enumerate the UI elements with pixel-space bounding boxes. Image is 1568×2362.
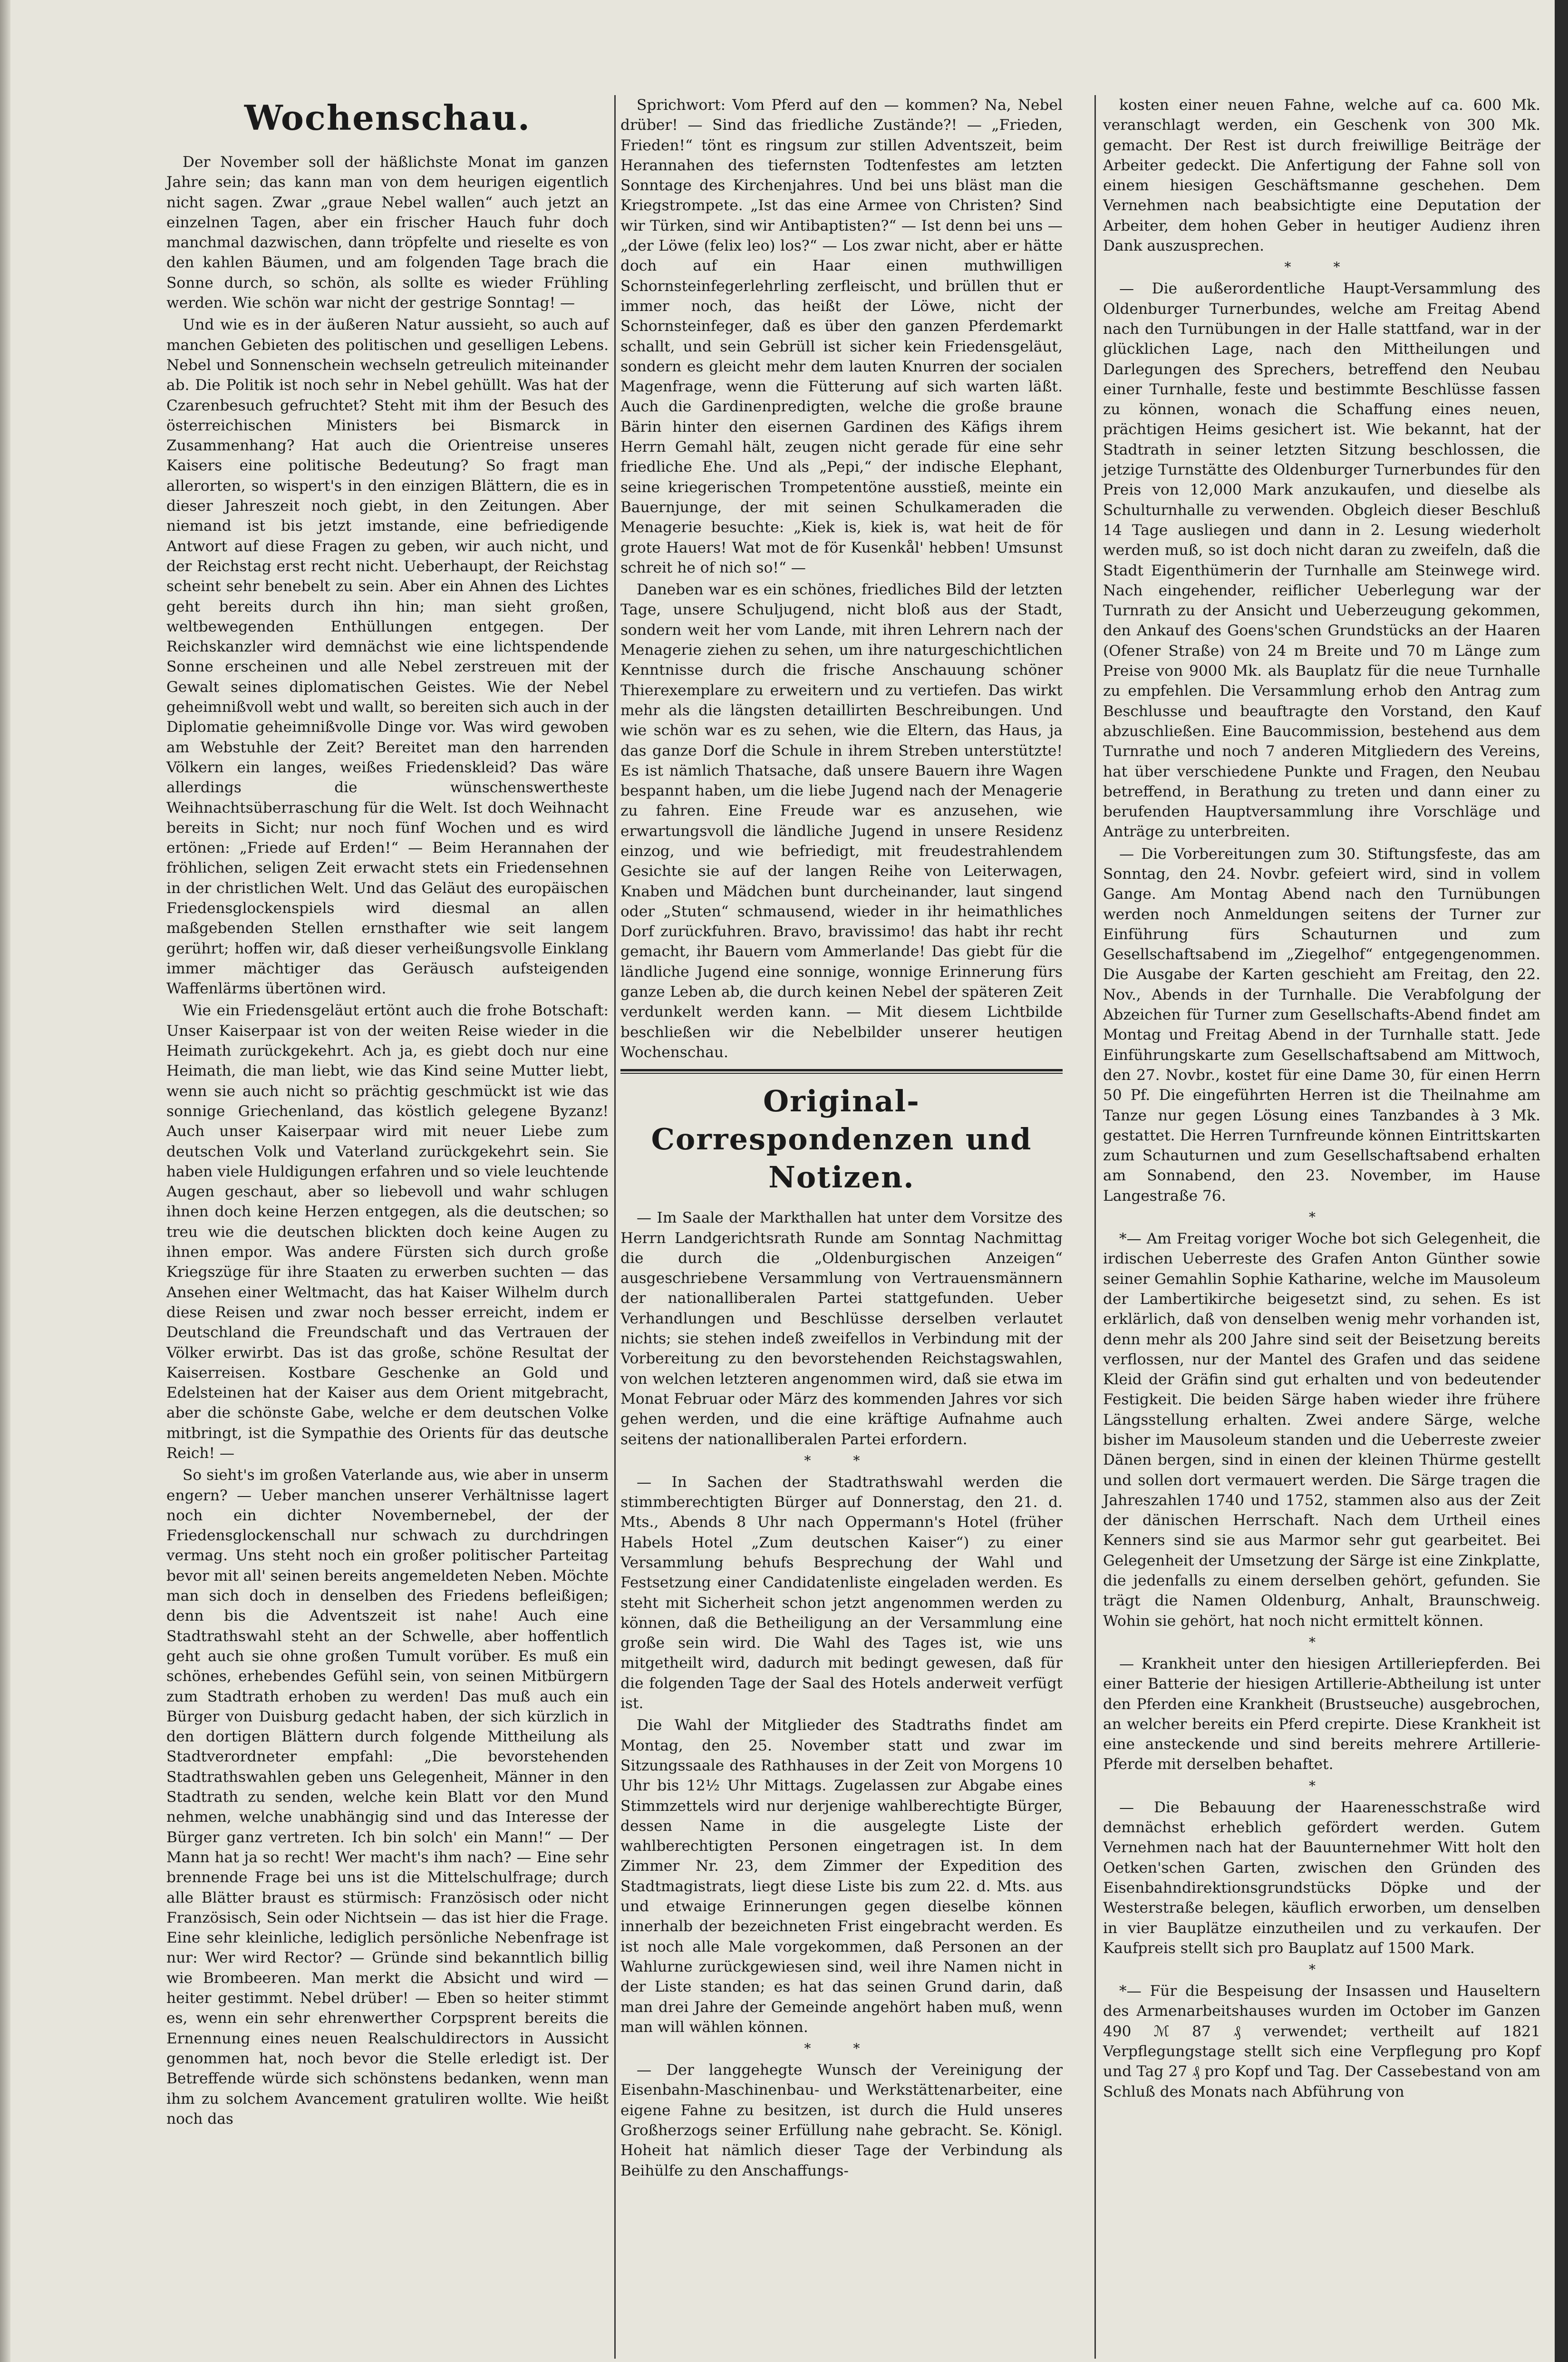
separator-stars: * bbox=[1309, 1634, 1335, 1650]
article-paragraph: Daneben war es ein schönes, friedliches Bild der letzten Tage, unsere Schuljugend, nicht bloß aus der Stadt, sondern weit her vom Lande, mit ihren Lehrern nach der Menagerie ziehen zu sehen, um ihre naturgeschichtlichen Kenntnisse durch die frische Anschauung schöner Thierexemplare zu erweitern und zu vertiefen. Das wirkt mehr als die längsten detaillirten Beschreibungen. Und wie schön war es zu sehen, wie die Eltern, das Haus, ja das ganze Dorf die Schule in ihrem Streben unterstützte! Es ist nämlich Thatsache, daß unsere Bauern ihre Wagen bespannt haben, um die liebe Jugend nach der Menagerie zu fahren. Eine Freude war es anzusehen, wie erwartungsvoll die ländliche Jugend in unsere Residenz einzog, und wie befriedigt, mit freudestrahlendem Gesichte sie auf der langen Reihe von Leiterwagen, Knaben und Mädchen bunt durcheinander, laut singend oder „Stuten“ schmausend, wieder in ihr heimathliches Dorf zurückfuhren. Bravo, bravissimo! das habt ihr recht gemacht, ihr Bauern vom Ammerlande! Das giebt für die ländliche Jugend eine sonnige, wonnige Erinnerung fürs ganze Leben ab, die durch keinen Nebel der späteren Zeit verdunkelt werden kann. — Mit diesem Lichtbilde beschließen wir die Nebelbilder unserer heutigen Wochenschau. bbox=[620, 581, 1063, 1061]
separator-stars: * bbox=[1309, 1209, 1335, 1225]
separator-stars: * * bbox=[804, 1452, 879, 1468]
column-middle bbox=[620, 95, 1063, 2183]
article-paragraph: Wie ein Friedensgeläut ertönt auch die frohe Botschaft: Unser Kaiserpaar ist von der weiten Reise wieder in die Heimath zurückgekehrt. Ach ja, es giebt doch nur eine Heimath, die man liebt, wie das Kind seine Mutter liebt, wenn sie auch nicht so prächtig geschmückt ist wie das sonnige Griechenland, das köstlich gelegene Byzanz! Auch unser Kaiserpaar wird mit neuer Liebe zum deutschen Volk und Vaterland zurückgekehrt sein. Sie haben viele Huldigungen erfahren und so viele leuchtende Augen geschaut, aber so liebevoll und wahr schlugen ihnen doch keine Herzen entgegen, als die deutschen; so treu wie die deutschen blickten doch keine Augen zu ihnen empor. Was andere Fürsten sich durch große Kriegszüge für ihre Staaten zu erwerben suchten — das Ansehen einer Weltmacht, das hat Kaiser Wilhelm durch diese Reisen und zwar noch besser erreicht, indem er Deutschland die Freundschaft und das Vertrauen der Völker erwirbt. Das ist das große, schöne Resultat der Kaiserreisen. Kostbare Geschenke an Gold und Edelsteinen hat der Kaiser aus dem Orient mitgebracht, aber die schönste Gabe, welche er dem deutschen Volke mitbringt, ist die Sympathie des Orients für das deutsche Reich! — bbox=[166, 1002, 609, 1462]
article-paragraph: Sprichwort: Vom Pferd auf den — kommen? Na, Nebel drüber! — Sind das friedliche Zustände?! — „Frieden, Frieden!“ tönt es ringsum zur stillen Adventszeit, beim Herannahen des tiefernsten Todtenfestes am letzten Sonntage des Kirchenjahres. Und bei uns bläst man die Kriegstrompete. „Ist das eine Armee von Christen? Sind wir Türken, sind wir Antibaptisten?“ — Ist denn bei uns — „der Löwe (felix leo) los?“ — Los zwar nicht, aber er hätte doch auf ein Haar einen muthwilligen Schornsteinfegerlehrling zerfleischt, und brüllen thut er immer noch, das heißt der Löwe, nicht der Schornsteinfeger, daß es über den ganzen Pferdemarkt schallt, und sein Gebrüll ist sicher kein Friedensgeläut, sondern es gleicht mehr dem lauten Knurren der socialen Magenfrage, wenn die Fütterung auf sich warten läßt. Auch die Gardinenpredigten, welche die große braune Bärin hinter den eisernen Gardinen des Käfigs ihrem Herrn Gemahl hält, zeugen nicht gerade für eine sehr friedliche Ehe. Und als „Pepi,“ der indische Elephant, seine kriegerischen Trompetentöne ausstieß, meinte ein Bauernjunge, der mit seinen Schulkameraden die Menagerie besuchte: „Kiek is, kiek is, wat heit de för grote Hauers! Wat mot de för Kusenkål' hebben! Umsunst schreit he of nich so!“ — bbox=[620, 97, 1063, 576]
scan-border bbox=[1555, 0, 1568, 2362]
article-paragraph: So sieht's im großen Vaterlande aus, wie aber in unserm engern? — Ueber manchen unserer Verhältnisse lagert noch ein dichter Novembernebel, der der Friedensglockenschall nur schwach zu durchdringen vermag. Uns steht noch ein großer politischer Parteitag bevor mit all' seinen bereits angemeldeten Neben. Möchte man sich doch in denselben des Friedens befleißigen; denn bis die Adventszeit ist nahe! Auch eine Stadtrathswahl steht an der Schwelle, aber hoffentlich geht auch sie ohne großen Tumult vorüber. Es muß ein schönes, erhebendes Gefühl sein, von seinen Mitbürgern zum Stadtrath erhoben zu werden! Das muß auch ein Bürger von Duisburg gedacht haben, der sich kürzlich in den dortigen Blättern durch folgende Mittheilung als Stadtverordneter empfahl: „Die bevorstehenden Stadtrathswahlen geben uns Gelegenheit, Männer in den Stadtrath zu senden, welche kein Blatt vor den Mund nehmen, welche unabhängig sind und das Interesse der Bürger ganz vertreten. Ich bin solch' ein Mann!“ — Der Mann hat ja so recht! Wer macht's ihm nach? — Eine sehr brennende Frage bei uns ist die Mittelschulfrage; durch alle Blätter braust es stürmisch: Französisch oder nicht Französisch, Sein oder Nichtsein — das ist hier die Frage. Eine sehr kleinliche, lediglich persönliche Nebenfrage ist nur: Wer wird Rector? — Gründe sind bekanntlich billig wie Brombeeren. Man merkt die Absicht und wird — heiter gestimmt. Nebel drüber! — Eben so heiter stimmt es, wenn ein sehr ehrenwerther Corpsprent bereits die Ernennung eines neuen Realschuldirectors in Aussicht genommen hat, noch bevor die Stelle erledigt ist. Der Betreffende würde sich schönstens bedanken, wenn man ihm zu solchem Avancement gratuliren wollte. Wie heißt noch das bbox=[166, 1467, 609, 2128]
correspondence-title: Original-Correspondenzen und Notizen. bbox=[651, 1084, 1032, 1195]
news-item: — Im Saale der Markthallen hat unter dem Vorsitze des Herrn Landgerichtsrath Runde am Sonntag Nachmittag die durch die „Oldenburgischen Anzeigen“ ausgeschriebene Versammlung von Vertrauensmännern der nationalliberalen Partei stattgefunden. Ueber Verhandlungen und Beschlüsse derselben verlautet nichts; sie stehen indeß zweifellos in Verbindung mit der Vorbereitung zu den bevorstehenden Reichstagswahlen, von welchen letzteren angenommen wird, daß sie etwa im Monat Februar oder März des kommenden Jahres vor sich gehen werden, und die eine kräftige Aufnahme auch seitens der nationalliberalen Partei erfordern. bbox=[620, 1209, 1063, 1448]
news-item: — In Sachen der Stadtrathswahl werden die stimmberechtigten Bürger auf Donnerstag, den 21. d. Mts., Abends 8 Uhr nach Oppermann's Hotel (früher Habels Hotel „Zum deutschen Kaiser“) zu einer Versammlung behufs Besprechung der Wahl und Festsetzung einer Candidatenliste eingeladen werden. Es steht mit Sicherheit schon jetzt angenommen werden zu können, daß die Betheiligung an der Versammlung eine große sein wird. Die Wahl des Tages ist, wie uns mitgetheilt wird, dadurch mit bedingt gewesen, daß für die folgenden Tage der Saal des Hotels anderweit verfügt ist. bbox=[620, 1473, 1063, 1712]
news-item: kosten einer neuen Fahne, welche auf ca. 600 Mk. veranschlagt werden, ein Geschenk von 300 Mk. gemacht. Der Rest ist durch freiwillige Beiträge der Arbeiter gedeckt. Die Anfertigung der Fahne soll von einem hiesigen Geschäftsmanne geschehen. Dem Vernehmen nach beabsichtigte eine Deputation der Arbeiter, dem hohen Geber in heutiger Audienz ihren Dank auszusprechen. bbox=[1103, 97, 1540, 255]
article-paragraph: Der November soll der häßlichste Monat im ganzen Jahre sein; das kann man von dem heurigen eigentlich nicht sagen. Zwar „graue Nebel wallen“ auch jetzt an einzelnen Tagen, aber ein frischer Hauch fuhr doch manchmal dazwischen, dann tröpfelte und rieselte es von den kahlen Bäumen, und am folgenden Tage brach die Sonne durch, so schön, als sollte es wieder Frühling werden. Wie schön war nicht der gestrige Sonntag! — bbox=[166, 154, 609, 312]
column-divider bbox=[1094, 95, 1096, 2359]
news-item: *— Am Freitag voriger Woche bot sich Gelegenheit, die irdischen Ueberreste des Grafen Anton Günther sowie seiner Gemahlin Sophie Katharine, welche im Mausoleum der Lambertikirche beigesetzt sind, zu sehen. Es ist erklärlich, daß von denselben wenig mehr vorhanden ist, denn mehr als 200 Jahre sind seit der Beisetzung bereits verflossen, nur der Mantel des Grafen und das seidene Kleid der Gräfin sind gut erhalten und von bedeutender Festigkeit. Die beiden Särge haben wieder ihre frühere Längsstellung erhalten. Zwei andere Särge, welche bisher im Mausoleum standen und die Ueberreste zweier Dänen bergen, sind in einen der kleinen Thürme gestellt und sollen dort vermauert werden. Die Särge tragen die Jahreszahlen 1740 und 1752, stammen also aus der Zeit der dänischen Herrschaft. Nach dem Urtheil eines Kenners sind sie aus Marmor sehr gut gearbeitet. Bei Gelegenheit der Umsetzung der Särge ist eine Zinkplatte, die jedenfalls zu einem derselben gehört, gefunden. Sie trägt die Namen Oldenburg, Anhalt, Braunschweig. Wohin sie gehört, hat noch nicht ermittelt können. bbox=[1103, 1230, 1540, 1630]
separator-stars: * * bbox=[1284, 259, 1359, 275]
news-item: — Die Vorbereitungen zum 30. Stiftungsfeste, das am Sonntag, den 24. Novbr. gefeiert wird, sind in vollem Gange. Am Montag Abend nach den Turnübungen werden noch Anmeldungen seitens der Turner zur Einführung fürs Schauturnen und zum Gesellschaftsabend im „Ziegelhof“ entgegengenommen. Die Ausgabe der Karten geschieht am Freitag, den 22. Nov., Abends in der Turnhalle. Die Verabfolgung der Abzeichen für Turner zum Gesellschafts-Abend findet am Montag und Freitag Abend in der Turnhalle statt. Jede Einführungskarte zum Gesellschaftsabend am Mittwoch, den 27. Novbr., kostet für eine Dame 30, für einen Herrn 50 Pf. Die eingeführten Herren ist die Theilnahme am Tanze nur gegen Lösung eines Tanzbandes à 3 Mk. gestattet. Die Herren Turnfreunde können Eintrittskarten zum Schauturnen und zum Gesellschaftsabend erhalten am Sonnabend, den 23. November, im Hause Langestraße 76. bbox=[1103, 845, 1540, 1205]
news-item: — Die außerordentliche Haupt-Versammlung des Oldenburger Turnerbundes, welche am Freitag Abend nach den Turnübungen in der Halle stattfand, war in der glücklichen Lage, nach den Mittheilungen und Darlegungen des Sprechers, betreffend den Neubau einer Turnhalle, feste und bestimmte Beschlüsse fassen zu können, wonach die Schaffung eines neuen, prächtigen Heims gesichert ist. Wie bekannt, hat der Stadtrath in seiner letzten Sitzung beschlossen, die jetzige Turnstätte des Oldenburger Turnerbundes für den Preis von 12,000 Mark anzukaufen, und dieselbe als Schulturnhalle zu verwenden. Obgleich dieser Beschluß 14 Tage ausliegen und dann in 2. Lesung wiederholt werden muß, so ist doch nicht daran zu zweifeln, daß die Stadt Eigenthümerin der Turnhalle am Steinwege wird. Nach eingehender, reiflicher Ueberlegung war der Turnrath zu der Ansicht und Ueberzeugung gekommen, den Ankauf des Goens'schen Grundstücks an der Haaren (Ofener Straße) von 24 m Breite und 70 m Länge zum Preise von 9000 Mk. als Bauplatz für die neue Turnhalle zu empfehlen. Die Versammlung erhob den Antrag zum Beschlusse und beauftragte den Vorstand, den Kauf abzuschließen. Eine Baucommission, bestehend aus dem Turnrathe und noch 7 anderen Mitgliedern des Vereins, hat über verschiedene Punkte und Fragen, den Neubau betreffend, in Berathung zu treten und dann einer zu berufenden Hauptversammlung ihre Vorschläge und Anträge zu unterbreiten. bbox=[1103, 280, 1540, 841]
separator-stars: * bbox=[1309, 1778, 1335, 1794]
article-paragraph: Und wie es in der äußeren Natur aussieht, so auch auf manchen Gebieten des politischen und geselligen Lebens. Nebel und Sonnenschein wechseln getreulich miteinander ab. Die Politik ist noch sehr in Nebel gehüllt. Was hat der Czarenbesuch gefruchtet? Steht mit ihm der Besuch des österreichischen Ministers bei Bismarck in Zusammenhang? Hat auch die Orientreise unseres Kaisers eine politische Bedeutung? So fragt man allerorten, so wispert's in den einzigen Blättern, die es in dieser Jahreszeit noch giebt, in den Zeitungen. Aber niemand ist bis jetzt imstande, eine befriedigende Antwort auf diese Fragen zu geben, wir auch nicht, und der Reichstag erst recht nicht. Ueberhaupt, der Reichstag scheint sehr benebelt zu sein. Aber ein Ahnen des Lichtes geht bereits durch ihn hin; man sieht großen, weltbewegenden Enthüllungen entgegen. Der Reichskanzler wird demnächst wie eine lichtspendende Sonne erscheinen und alle Nebel zerstreuen mit der Gewalt seines diplomatischen Geistes. Wie der Nebel geheimnißvoll webt und wallt, so bereiten sich auch in der Diplomatie geheimnißvolle Dinge vor. Was wird gewoben am Webstuhle der Zeit? Bereitet man den harrenden Völkern ein langes, weißes Friedenskleid? Das wäre allerdings die wünschenswertheste Weihnachtsüberraschung für die Welt. Ist doch Weihnacht bereits in Sicht; nur noch fünf Wochen und es wird ertönen: „Friede auf Erden!“ — Beim Herannahen der fröhlichen, seligen Zeit erwacht stets ein Friedensehnen in der christlichen Welt. Und das Geläut des europäischen Friedensglockenspiels wird diesmal an allen maßgebenden Stellen ernsthafter wie seit langem gerührt; hoffen wir, daß dieser verheißungsvolle Einklang immer mächtiger das Geräusch aufsteigenden Waffenlärms übertönen wird. bbox=[166, 316, 609, 998]
news-item: — Der langgehegte Wunsch der Vereinigung der Eisenbahn-Maschinenbau- und Werkstättenarbeiter, eine eigene Fahne zu besitzen, ist durch die Huld unseres Großherzogs seiner Erfüllung nahe gebracht. Se. Königl. Hoheit hat nämlich dieser Tage der Verbindung als Beihülfe zu den Anschaffungs- bbox=[620, 2061, 1063, 2179]
news-item: — Die Bebauung der Haarenesschstraße wird demnächst erheblich gefördert werden. Gutem Vernehmen nach hat der Bauunternehmer Witt holt den Oetken'schen Garten, zwischen den Gründen des Eisenbahndirektionsgrundstücks Döpke und der Westerstraße belegen, käuflich erworben, um denselben in vier Bauplätze einzutheilen und zu verkaufen. Der Kaufpreis stellt sich pro Bauplatz auf 1500 Mark. bbox=[1103, 1798, 1540, 1957]
column-left bbox=[166, 95, 609, 2131]
separator-stars: * bbox=[1309, 1962, 1335, 1978]
section-rule bbox=[620, 1069, 1063, 1074]
column-right bbox=[1103, 95, 1540, 2104]
news-item: *— Für die Bespeisung der Insassen und Hauseltern des Armenarbeitshauses wurden im October im Ganzen 490 ℳ 87 ₰ verwendet; vertheilt auf 1821 Verpflegungstage stellt sich eine Verpflegung pro Kopf und Tag 27 ₰ pro Kopf und Tag. Der Cassebestand von am Schluß des Monats nach Abführung von bbox=[1103, 1983, 1540, 2100]
news-item: Die Wahl der Mitglieder des Stadtraths findet am Montag, den 25. November statt und zwar im Sitzungssaale des Rathhauses in der Zeit von Morgens 10 Uhr bis 12½ Uhr Mittags. Zugelassen zur Abgabe eines Stimmzettels wird nur derjenige wahlberechtigte Bürger, dessen Name in die ausgelegte Liste der wahlberechtigten Personen eingetragen ist. In dem Zimmer Nr. 23, dem Zimmer der Expedition des Stadtmagistrats, liegt diese Liste bis zum 22. d. Mts. aus und etwaige Erinnerungen gegen dieselbe können innerhalb der bezeichneten Frist eingebracht werden. Es ist noch alle Male vorgekommen, daß Personen an der Wahlurne zurückgewiesen sind, weil ihre Namen nicht in der Liste standen; es hat das seinen Grund darin, daß man drei Jahre der Gemeinde angehört haben muß, wenn man will wählen können. bbox=[620, 1717, 1063, 2036]
page-gutter bbox=[0, 0, 10, 2362]
wochenschau-title: Wochenschau. bbox=[244, 97, 531, 138]
news-item: — Krankheit unter den hiesigen Artilleriepferden. Bei einer Batterie der hiesigen Artillerie-Abtheilung ist unter den Pferden eine Krankheit (Brustseuche) ausgebrochen, an welcher bereits ein Pferd crepirte. Diese Krankheit ist eine ansteckende und sind bereits mehrere Artillerie-Pferde mit derselben behaftet. bbox=[1103, 1655, 1540, 1773]
separator-stars: * * bbox=[804, 2041, 879, 2057]
column-divider bbox=[614, 95, 616, 2359]
